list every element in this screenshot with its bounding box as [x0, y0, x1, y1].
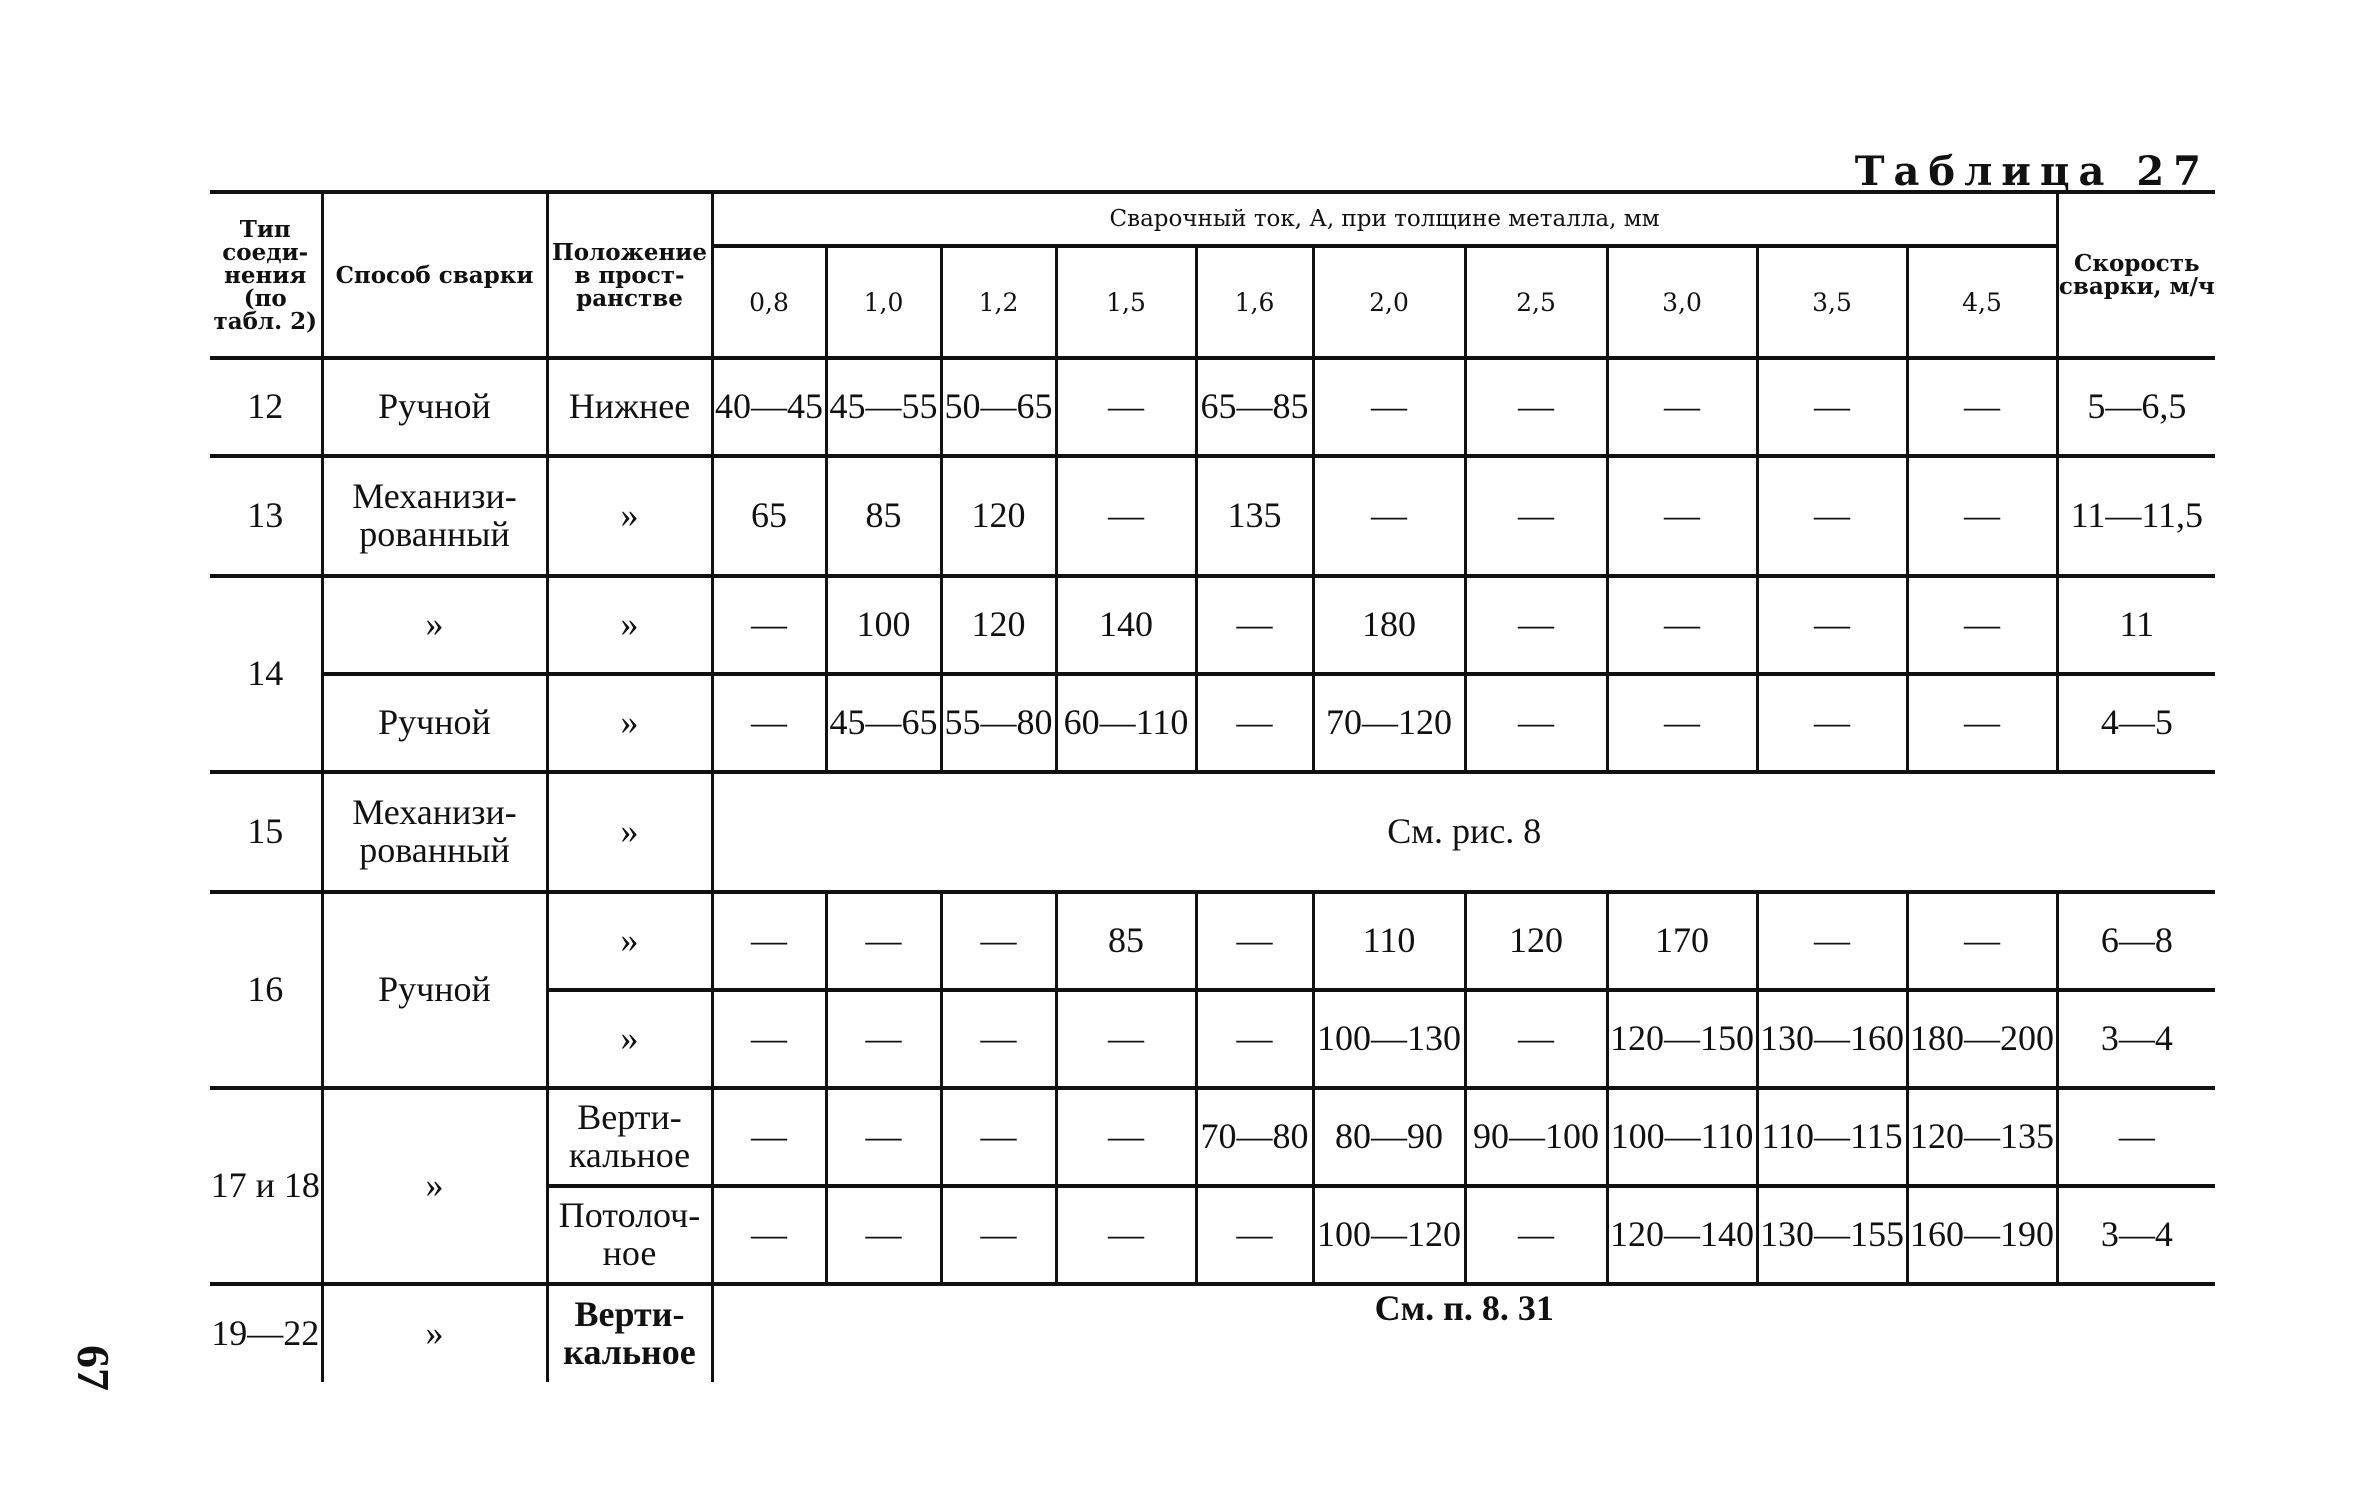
current-cell: 180	[1313, 576, 1465, 674]
current-cell: —	[1607, 576, 1757, 674]
method-cell: Механизи-рованный	[322, 456, 547, 576]
method-cell: »	[322, 1284, 547, 1382]
header-thickness: 1,2	[941, 246, 1056, 358]
table-title: Таблица 27	[1854, 148, 2210, 195]
position-cell: »	[547, 892, 712, 990]
current-cell: 55—80	[941, 674, 1056, 772]
header-current-group: Сварочный ток, А, при толщине металла, мм	[712, 192, 2057, 246]
method-cell: Ручной	[322, 892, 547, 1088]
speed-cell: 11—11,5	[2057, 456, 2215, 576]
current-cell: —	[1907, 456, 2057, 576]
current-cell: —	[826, 892, 941, 990]
speed-cell: 6—8	[2057, 892, 2215, 990]
table-row	[210, 674, 2215, 772]
current-cell: —	[712, 990, 826, 1088]
current-cell: —	[1313, 358, 1465, 456]
position-cell: Верти-кальное	[547, 1284, 712, 1382]
current-cell: 180—200	[1907, 990, 2057, 1088]
current-cell: 90—100	[1465, 1088, 1607, 1186]
current-cell: —	[1757, 674, 1907, 772]
current-cell: 85	[826, 456, 941, 576]
table-row	[210, 772, 2215, 892]
current-cell: 85	[1056, 892, 1196, 990]
current-cell: 60—110	[1056, 674, 1196, 772]
current-cell: 120—140	[1607, 1186, 1757, 1284]
speed-cell: —	[2057, 1088, 2215, 1186]
method-cell: »	[322, 1088, 547, 1284]
header-joint-type: Тип соеди-нения (по табл. 2)	[210, 192, 322, 358]
current-cell: —	[1196, 674, 1313, 772]
current-cell: 70—120	[1313, 674, 1465, 772]
welding-current-table	[210, 190, 2215, 1382]
current-cell: —	[1056, 456, 1196, 576]
current-cell: —	[941, 1186, 1056, 1284]
current-cell: —	[1907, 674, 2057, 772]
current-cell: 50—65	[941, 358, 1056, 456]
current-cell: —	[1056, 1186, 1196, 1284]
current-cell: —	[1056, 1088, 1196, 1186]
header-thickness: 3,5	[1757, 246, 1907, 358]
current-cell: —	[1757, 892, 1907, 990]
header-method: Способ сварки	[322, 192, 547, 358]
current-cell: —	[941, 990, 1056, 1088]
current-cell: —	[941, 892, 1056, 990]
note-cell: См. п. 8. 31	[712, 1284, 2215, 1382]
current-cell: 70—80	[1196, 1088, 1313, 1186]
current-cell: 110—115	[1757, 1088, 1907, 1186]
joint-cell: 19—22	[210, 1284, 322, 1382]
joint-cell: 16	[210, 892, 322, 1088]
table-row	[210, 358, 2215, 456]
current-cell: —	[712, 1088, 826, 1186]
current-cell: 110	[1313, 892, 1465, 990]
current-cell: 120	[941, 576, 1056, 674]
current-cell: —	[1757, 456, 1907, 576]
joint-cell: 12	[210, 358, 322, 456]
current-cell: 65—85	[1196, 358, 1313, 456]
note-cell: См. рис. 8	[712, 772, 2215, 892]
current-cell: —	[941, 1088, 1056, 1186]
current-cell: —	[826, 1186, 941, 1284]
current-cell: —	[1907, 358, 2057, 456]
joint-cell: 17 и 18	[210, 1088, 322, 1284]
current-cell: —	[1465, 576, 1607, 674]
current-cell: —	[1907, 576, 2057, 674]
method-cell: Ручной	[322, 358, 547, 456]
current-cell: —	[1465, 990, 1607, 1088]
current-cell: —	[1196, 892, 1313, 990]
current-cell: 100—120	[1313, 1186, 1465, 1284]
page-number: 67	[68, 1345, 119, 1391]
method-cell: Механизи-рованный	[322, 772, 547, 892]
current-cell: —	[1465, 674, 1607, 772]
position-cell: Нижнее	[547, 358, 712, 456]
table-row	[210, 456, 2215, 576]
current-cell: —	[1907, 892, 2057, 990]
current-cell: 120	[1465, 892, 1607, 990]
current-cell: 100—130	[1313, 990, 1465, 1088]
header-thickness: 1,6	[1196, 246, 1313, 358]
current-cell: 40—45	[712, 358, 826, 456]
header-thickness: 0,8	[712, 246, 826, 358]
current-cell: 45—65	[826, 674, 941, 772]
header-thickness: 2,0	[1313, 246, 1465, 358]
header-thickness: 1,0	[826, 246, 941, 358]
current-cell: 100—110	[1607, 1088, 1757, 1186]
joint-cell: 14	[210, 576, 322, 772]
current-cell: 120	[941, 456, 1056, 576]
table-row	[210, 1088, 2215, 1186]
speed-cell: 11	[2057, 576, 2215, 674]
joint-cell: 15	[210, 772, 322, 892]
current-cell: —	[1056, 358, 1196, 456]
position-cell: »	[547, 772, 712, 892]
current-cell: 140	[1056, 576, 1196, 674]
current-cell: —	[1196, 1186, 1313, 1284]
current-cell: 130—155	[1757, 1186, 1907, 1284]
position-cell: Верти-кальное	[547, 1088, 712, 1186]
speed-cell: 3—4	[2057, 1186, 2215, 1284]
current-cell: —	[1465, 456, 1607, 576]
current-cell: 45—55	[826, 358, 941, 456]
current-cell: —	[1607, 456, 1757, 576]
table-row	[210, 1284, 2215, 1382]
current-cell: —	[826, 1088, 941, 1186]
method-cell: Ручной	[322, 674, 547, 772]
table-row	[210, 576, 2215, 674]
current-cell: —	[1056, 990, 1196, 1088]
current-cell: 100	[826, 576, 941, 674]
current-cell: 170	[1607, 892, 1757, 990]
header-thickness: 2,5	[1465, 246, 1607, 358]
current-cell: —	[1757, 358, 1907, 456]
header-thickness: 4,5	[1907, 246, 2057, 358]
current-cell: 80—90	[1313, 1088, 1465, 1186]
current-cell: 120—150	[1607, 990, 1757, 1088]
header-speed: Скорость сварки, м/ч	[2057, 192, 2215, 358]
position-cell: Потолоч-ное	[547, 1186, 712, 1284]
current-cell: —	[1313, 456, 1465, 576]
position-cell: »	[547, 456, 712, 576]
current-cell: —	[712, 892, 826, 990]
current-cell: 65	[712, 456, 826, 576]
method-cell: »	[322, 576, 547, 674]
position-cell: »	[547, 576, 712, 674]
current-cell: —	[1607, 674, 1757, 772]
table-row	[210, 892, 2215, 990]
position-cell: »	[547, 990, 712, 1088]
current-cell: 160—190	[1907, 1186, 2057, 1284]
current-cell: —	[1607, 358, 1757, 456]
current-cell: —	[712, 1186, 826, 1284]
speed-cell: 3—4	[2057, 990, 2215, 1088]
current-cell: —	[1465, 358, 1607, 456]
header-position: Положение в прост-ранстве	[547, 192, 712, 358]
current-cell: —	[712, 576, 826, 674]
current-cell: —	[1196, 576, 1313, 674]
position-cell: »	[547, 674, 712, 772]
current-cell: —	[712, 674, 826, 772]
current-cell: —	[1757, 576, 1907, 674]
current-cell: —	[1196, 990, 1313, 1088]
current-cell: 120—135	[1907, 1088, 2057, 1186]
current-cell: 135	[1196, 456, 1313, 576]
speed-cell: 5—6,5	[2057, 358, 2215, 456]
current-cell: 130—160	[1757, 990, 1907, 1088]
joint-cell: 13	[210, 456, 322, 576]
header-thickness: 1,5	[1056, 246, 1196, 358]
header-thickness: 3,0	[1607, 246, 1757, 358]
speed-cell: 4—5	[2057, 674, 2215, 772]
current-cell: —	[1465, 1186, 1607, 1284]
current-cell: —	[826, 990, 941, 1088]
